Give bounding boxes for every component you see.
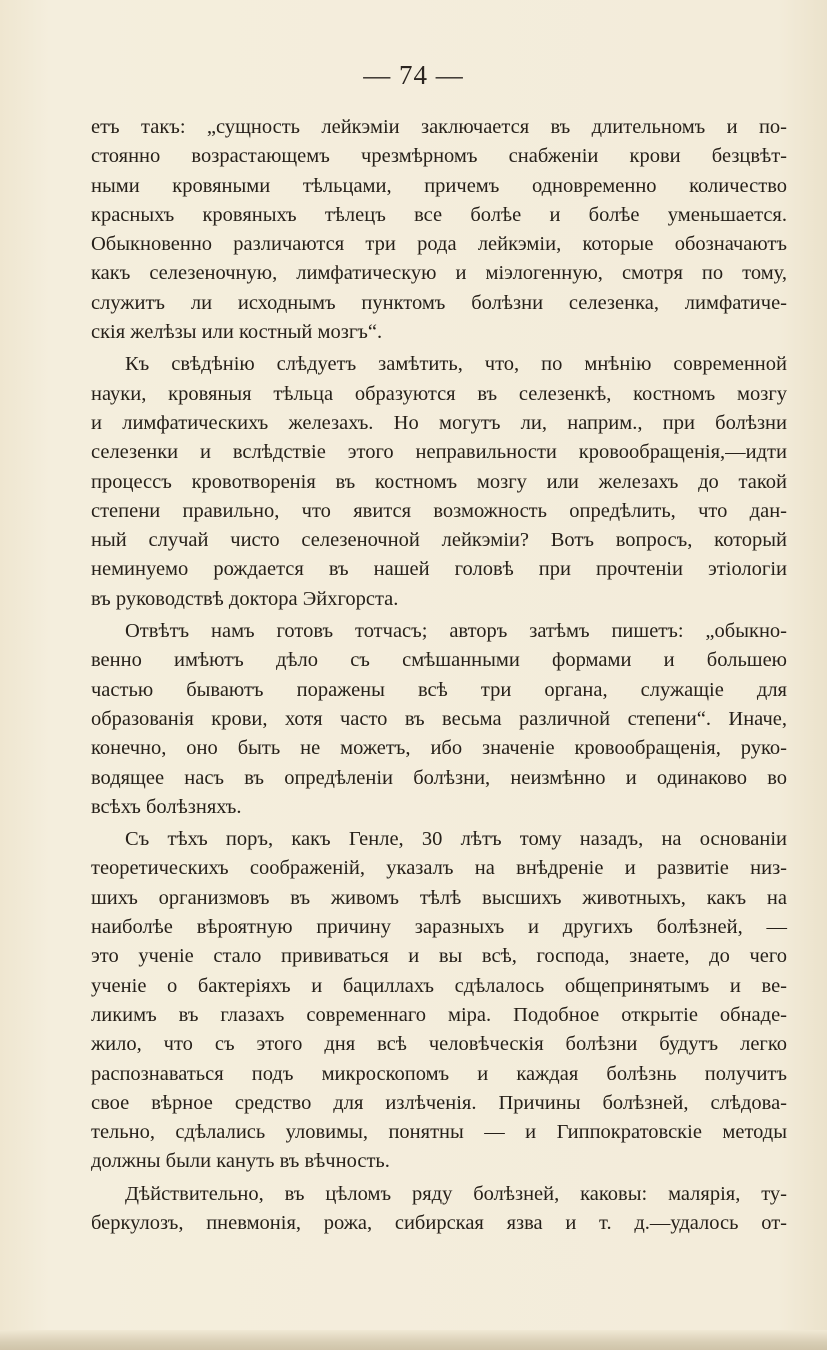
- text-line: шихъ организмовъ въ живомъ тѣлѣ высшихъ животныхъ, какъ на: [91, 886, 787, 909]
- paragraph-5: [91, 1180, 787, 1239]
- body-text: [91, 113, 787, 1238]
- text-line: свое вѣрное средство для излѣченія. Причины болѣзней, слѣдова-: [91, 1091, 787, 1114]
- text-line: Дѣйствительно, въ цѣломъ ряду болѣзней, каковы: малярія, ту-: [125, 1182, 787, 1205]
- text-line: частью бываютъ поражены всѣ три органа, служащіе для: [91, 678, 787, 701]
- text-line: ными кровяными тѣльцами, причемъ одновременно количество: [91, 174, 787, 197]
- text-line: теоретическихъ соображеній, указалъ на внѣдреніе и развитіе низ-: [91, 857, 787, 880]
- text-line: конечно, оно быть не можетъ, ибо значеніе кровообращенія, руко-: [91, 737, 787, 760]
- paragraph-3: [91, 617, 787, 822]
- text-line: процессъ кровотворенія въ костномъ мозгу или железахъ до такой: [91, 470, 787, 493]
- text-line: неминуемо рождается въ нашей головѣ при прочтеніи этіологіи: [91, 558, 787, 581]
- text-line: и лимфатическихъ железахъ. Но могутъ ли, наприм., при болѣзни: [91, 411, 787, 434]
- text-line: скія желѣзы или костный мозгъ“.: [91, 321, 383, 344]
- text-line: етъ такъ: „сущность лейкэміи заключается въ длительномъ и по-: [91, 116, 787, 138]
- text-line: селезенки и вслѣдствіе этого неправильности кровообращенія,—идти: [91, 441, 787, 464]
- text-line: степени правильно, что явится возможность опредѣлить, что дан-: [91, 499, 787, 522]
- text-line: жило, что съ этого дня всѣ человѣческія болѣзни будутъ легко: [91, 1033, 787, 1056]
- text-line: беркулозъ, пневмонія, рожа, сибирская язва и т. д.—удалось от-: [91, 1211, 787, 1234]
- paragraph-1: [91, 113, 787, 347]
- text-line: распознаваться подъ микроскопомъ и каждая болѣзнь получитъ: [91, 1062, 787, 1085]
- text-line: стоянно возрастающемъ чрезмѣрномъ снабженіи крови безцвѣт-: [91, 145, 787, 168]
- page-number: — 74 —: [363, 60, 464, 90]
- text-line: образованія крови, хотя часто въ весьма различной степени“. Иначе,: [91, 707, 787, 730]
- text-line: венно имѣютъ дѣло съ смѣшанными формами и большею: [91, 649, 787, 672]
- text-line: водящее насъ въ опредѣленіи болѣзни, неизмѣнно и одинаково во: [91, 766, 787, 789]
- text-line: это ученіе стало прививаться и вы всѣ, господа, знаете, до чего: [91, 945, 787, 968]
- text-line: ликимъ въ глазахъ современнаго міра. Подобное открытіе обнаде-: [91, 1003, 787, 1026]
- text-line: въ руководствѣ доктора Эйхгорста.: [91, 587, 399, 610]
- text-line: ученіе о бактеріяхъ и бациллахъ сдѣлалось общепринятымъ и ве-: [91, 974, 787, 997]
- text-line: служитъ ли исходнымъ пунктомъ болѣзни селезенка, лимфатиче-: [91, 291, 787, 314]
- text-line: ный случай чисто селезеночной лейкэміи? Вотъ вопросъ, который: [91, 529, 787, 552]
- text-line: науки, кровяныя тѣльца образуются въ селезенкѣ, костномъ мозгу: [91, 382, 787, 405]
- text-line: тельно, сдѣлались уловимы, понятны — и Гиппократовскіе методы: [91, 1121, 787, 1144]
- text-line: какъ селезеночную, лимфатическую и міэлогенную, смотря по тому,: [91, 262, 787, 285]
- text-line: Отвѣтъ намъ готовъ тотчасъ; авторъ затѣмъ пишетъ: „обыкно-: [125, 620, 787, 643]
- text-line: Съ тѣхъ поръ, какъ Генле, 30 лѣтъ тому назадъ, на основаніи: [125, 828, 787, 851]
- text-line: наиболѣе вѣроятную причину заразныхъ и другихъ болѣзней, —: [91, 916, 787, 939]
- text-line: Къ свѣдѣнію слѣдуетъ замѣтить, что, по мнѣнію современной: [125, 353, 787, 376]
- text-line: Обыкновенно различаются три рода лейкэміи, которые обозначаютъ: [91, 233, 787, 256]
- text-line: должны были кануть въ вѣчность.: [91, 1150, 390, 1173]
- page-bottom-edge: [0, 1330, 827, 1350]
- paragraph-4: [91, 825, 787, 1177]
- paragraph-2: [91, 350, 787, 614]
- text-line: красныхъ кровяныхъ тѣлецъ все болѣе и болѣе уменьшается.: [91, 203, 787, 226]
- text-line: всѣхъ болѣзняхъ.: [91, 795, 242, 818]
